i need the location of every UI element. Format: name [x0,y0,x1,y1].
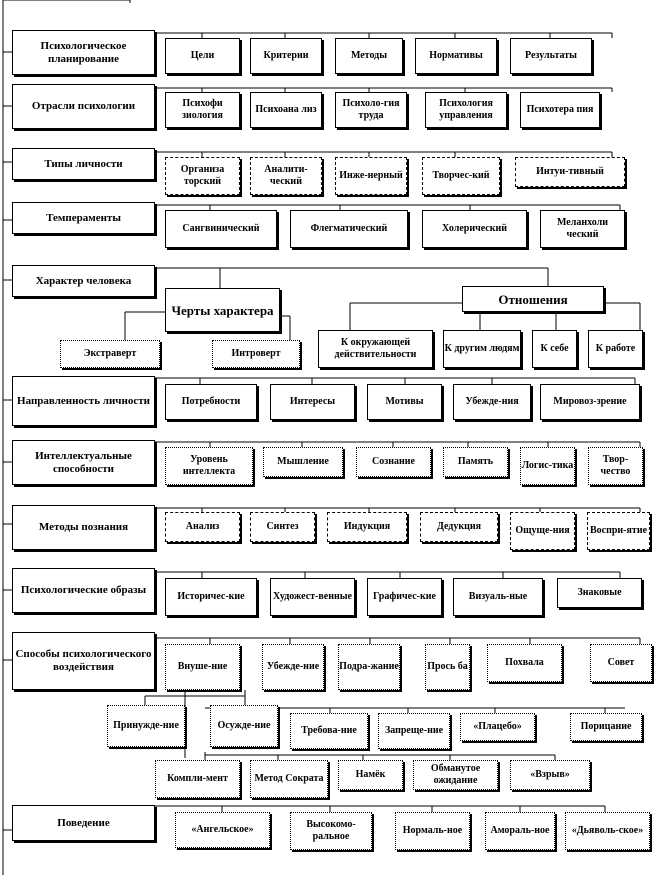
node-norms: Нормативы [415,38,497,74]
node-hint: Намёк [338,760,403,790]
node-condemnation: Осужде-ние [210,705,278,747]
node-phlegmatic: Флегматический [290,210,408,248]
node-management-psychology: Психология управления [425,92,507,128]
row-title-temperaments: Темпераменты [12,202,155,234]
node-needs: Потребности [165,384,257,420]
node-sanguine: Сангвинический [165,210,277,248]
node-results: Результаты [510,38,592,74]
node-highly-moral: Высокомо-ральное [290,812,372,850]
node-beliefs: Убежде-ния [453,384,531,420]
node-to-others: К другим людям [443,330,521,368]
node-compliment: Компли-мент [155,760,240,798]
node-suggestion: Внуше-ние [165,644,240,690]
node-visual: Визуаль-ные [453,578,543,616]
row-title-branches: Отрасли психологии [12,84,155,129]
node-logistics: Логис-тика [520,447,575,485]
node-graphic: Графичес-кие [367,578,442,616]
node-consciousness: Сознание [356,447,431,477]
node-engineering: Инже-нерный [335,157,407,195]
node-interests: Интересы [270,384,355,420]
node-imitation: Подра-жание [338,644,400,690]
node-deceived-expectation: Обманутое ожидание [413,760,498,790]
row-title-character: Характер человека [12,265,155,297]
row-title-intellect: Интеллектуальные способности [12,440,155,485]
row-title-psych-images: Психологические образы [12,568,155,613]
node-amoral: Амораль-ное [485,812,555,850]
row-title-cognition-methods: Методы познания [12,505,155,550]
node-socratic-method: Метод Сократа [250,760,328,798]
node-analysis: Анализ [165,512,240,542]
row-title-behavior: Поведение [12,805,155,841]
node-relations: Отношения [462,286,604,312]
node-choleric: Холерический [422,210,527,248]
row-title-orientation: Направленность личности [12,376,155,426]
node-symbolic: Знаковые [557,578,642,608]
node-creativity: Твор-чество [588,447,643,485]
node-methods: Методы [335,38,403,74]
node-organizer: Организа торский [165,157,240,195]
node-intuitive: Интуи-тивный [515,157,625,187]
node-creative: Творчес-кий [422,157,500,195]
node-induction: Индукция [327,512,407,542]
node-to-self: К себе [532,330,577,368]
node-analytical: Аналити-ческий [250,157,322,195]
node-criteria: Критерии [250,38,322,74]
node-extravert: Экстраверт [60,340,160,368]
node-labor-psychology: Психоло-гия труда [335,92,407,128]
node-perception: Воспри-ятие [587,512,650,550]
node-thinking: Мышление [263,447,343,477]
node-historical: Историчес-кие [165,578,257,616]
node-synthesis: Синтез [250,512,315,542]
node-psychotherapy: Психотера пия [520,92,600,128]
node-intelligence-level: Уровень интеллекта [165,447,253,485]
node-introvert: Интроверт [212,340,300,368]
node-devilish: «Дьяволь-ское» [565,812,650,850]
node-normal: Нормаль-ное [395,812,470,850]
node-sensations: Ощуще-ния [510,512,575,550]
node-advice: Совет [590,644,652,682]
node-to-work: К работе [588,330,643,368]
row-title-planning: Психологическое планирование [12,30,155,75]
node-psychoanalysis: Психоана лиз [250,92,322,128]
row-title-personality-types: Типы личности [12,148,155,180]
node-deduction: Дедукция [420,512,498,542]
node-demand: Требова-ние [290,713,368,749]
node-praise: Похвала [487,644,562,682]
node-persuasion: Убежде-ние [262,644,324,690]
node-reprimand: Порицание [570,713,642,741]
node-to-reality: К окружающей действительности [318,330,433,368]
row-title-influence: Способы психологического воздействия [12,632,155,690]
node-prohibition: Запреще-ние [378,713,450,749]
node-coercion: Принужде-ние [107,705,185,747]
node-motives: Мотивы [367,384,442,420]
node-request: Прось ба [425,644,470,690]
node-melancholic: Меланхоли ческий [540,210,625,248]
node-goals: Цели [165,38,240,74]
node-psychophysiology: Психофи зиология [165,92,240,128]
node-explosion: «Взрыв» [510,760,590,790]
node-angelic: «Ангельское» [175,812,270,848]
node-memory: Память [443,447,508,477]
node-artistic: Художест-венные [270,578,355,616]
node-character-traits: Черты характера [165,288,280,332]
node-placebo: «Плацебо» [460,713,535,741]
node-worldview: Мировоз-зрение [540,384,640,420]
